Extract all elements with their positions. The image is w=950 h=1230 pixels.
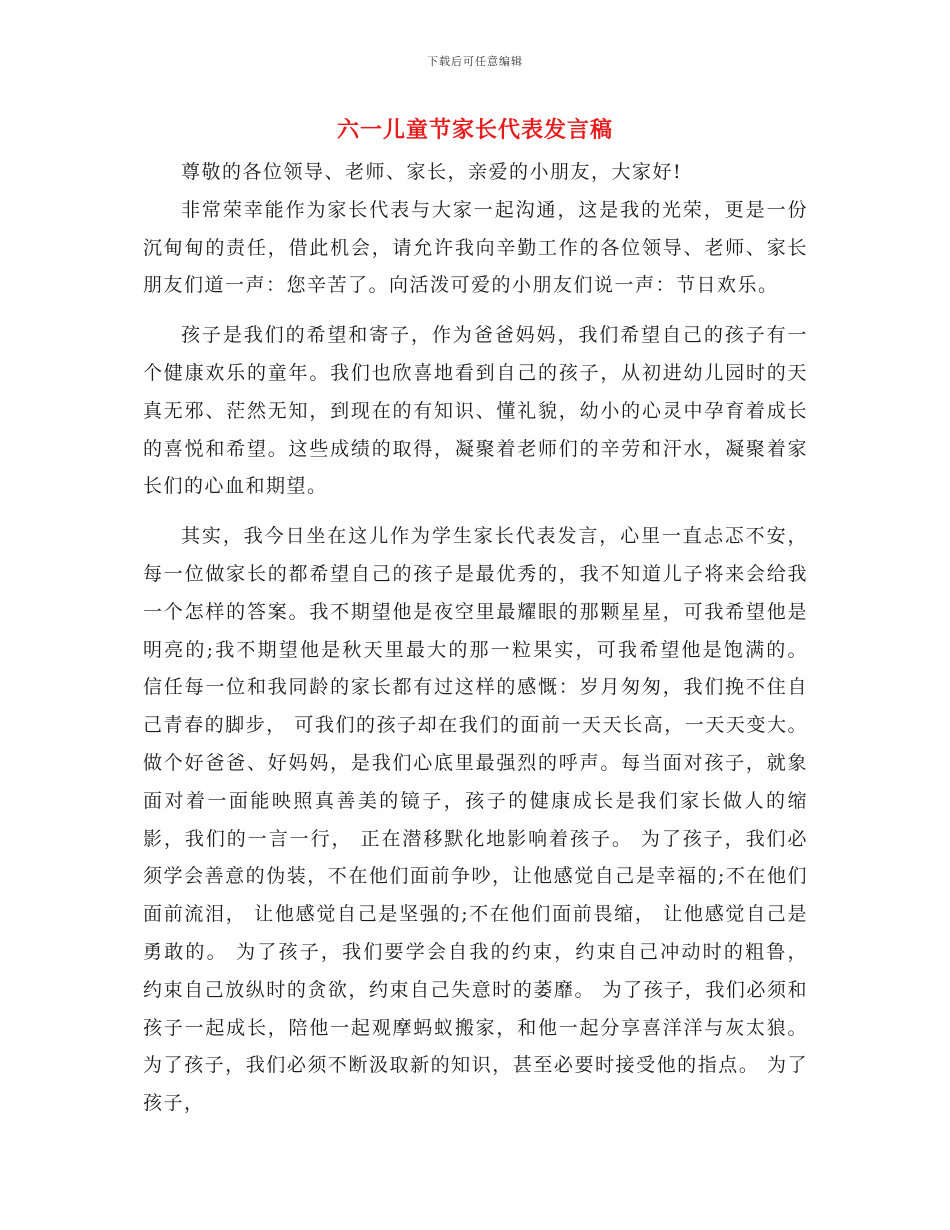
header-note: 下载后可任意编辑 <box>427 55 523 68</box>
paragraph-hope: 孩子是我们的希望和寄子，作为爸爸妈妈，我们希望自己的孩子有一个健康欢乐的童年。我们也欣喜地看到自己的孩子，从初进幼儿园时的天真无邪、茫然无知，到现在的有知识、懂礼貌，幼小的心灵中孕育着成长的喜悦和希望。这些成绩的取得，凝聚着老师们的辛劳和汗水，凝聚着家长们的心血和期望。 <box>143 324 808 498</box>
document-body <box>143 154 808 1123</box>
paragraph-greeting: 尊敬的各位领导、老师、家长，亲爱的小朋友，大家好! <box>181 161 683 183</box>
document-title: 六一儿童节家长代表发言稿 <box>336 117 613 143</box>
paragraph-reflection: 其实，我今日坐在这儿作为学生家长代表发言，心里一直忐忑不安，每一位做家长的都希望自己的孩子是最优秀的，我不知道儿子将来会给我一个怎样的答案。我不期望他是夜空里最耀眼的那颗星星，可我希望他是明亮的;我不期望他是秋天里最大的那一粒果实，可我希望他是饱满的。 信任每一位和我同龄的家长都有过这样的感慨：岁月匆匆，我们挽不住自己青春的脚步， 可我们的孩子却在我们的面前一天天长高，一天天变大。做个好爸爸、好妈妈，是我们心底里最强烈的呼声。每当面对孩子，就象面对着一面能映照真善美的镜子，孩子的健康成长是我们家长做人的缩影，我们的一言一行， 正在潜移默化地影响着孩子。 为了孩子，我们必须学会善意的伪装，不在他们面前争吵，让他感觉自己是幸福的;不在他们面前流泪， 让他感觉自己是坚强的;不在他们面前畏缩， 让他感觉自己是勇敢的。 为了孩子，我们要学会自我的约束，约束自己冲动时的粗鲁， 约束自己放纵时的贪欲，约束自己失意时的萎靡。 为了孩子，我们必须和孩子一起成长，陪他一起观摩蚂蚁搬家，和他一起分享喜洋洋与灰太狼。 为了孩子，我们必须不断汲取新的知识，甚至必要时接受他的指点。 为了孩子， <box>143 525 808 1115</box>
paragraph-introduction: 非常荣幸能作为家长代表与大家一起沟通，这是我的光荣，更是一份沉甸甸的责任，借此机会，请允许我向辛勤工作的各位领导、老师、家长朋友们道一声：您辛苦了。向活泼可爱的小朋友们说一声：节日欢乐。 <box>143 198 808 297</box>
